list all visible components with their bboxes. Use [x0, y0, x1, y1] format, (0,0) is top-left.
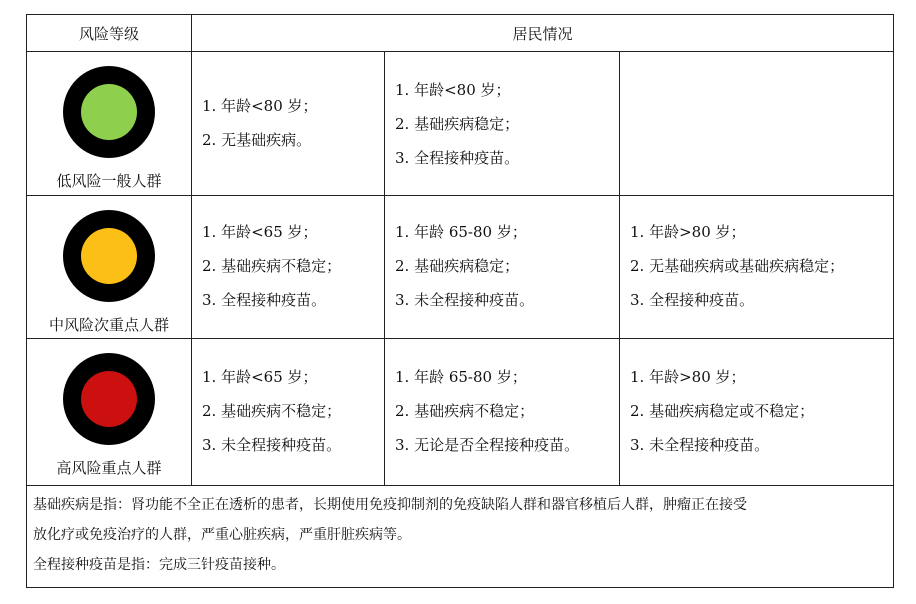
traffic-light-icon — [63, 66, 155, 158]
header-resident-status: 居民情况 — [512, 24, 573, 43]
condition-line: 2. 基础疾病不稳定； — [202, 257, 342, 275]
risk-level-label: 低风险一般人群 — [56, 172, 162, 190]
condition-line: 1. 年龄>80 岁； — [630, 223, 746, 241]
note-line: 全程接种疫苗是指：完成三针疫苗接种。 — [33, 557, 285, 573]
condition-line: 1. 年龄<65 岁； — [202, 223, 318, 241]
condition-line: 1. 年龄<80 岁； — [202, 97, 318, 115]
resident-cell — [192, 51, 384, 195]
risk-level-label: 高风险重点人群 — [56, 459, 162, 477]
condition-line: 1. 年龄<65 岁； — [202, 368, 318, 386]
risk-level-table — [26, 14, 894, 588]
risk-level-high — [27, 339, 191, 485]
condition-line: 2. 基础疾病不稳定； — [395, 402, 535, 420]
resident-cell-empty — [620, 51, 893, 195]
resident-cell — [620, 338, 893, 485]
definitions-note — [27, 486, 893, 587]
resident-cell — [385, 195, 619, 338]
resident-cell — [385, 51, 619, 195]
condition-line: 2. 基础疾病稳定； — [395, 257, 520, 275]
risk-level-low — [27, 52, 191, 195]
red-light-icon — [81, 371, 137, 427]
condition-line: 1. 年龄 65-80 岁； — [395, 223, 527, 241]
condition-line: 3. 未全程接种疫苗。 — [630, 436, 770, 454]
note-line: 基础疾病是指：肾功能不全正在透析的患者，长期使用免疫抑制剂的免疫缺陷人群和器官移植后人群，肿瘤正在接受 — [33, 497, 747, 513]
condition-line: 3. 未全程接种疫苗。 — [202, 436, 342, 454]
condition-line: 1. 年龄 65-80 岁； — [395, 368, 527, 386]
condition-line: 2. 基础疾病不稳定； — [202, 402, 342, 420]
condition-line: 3. 未全程接种疫苗。 — [395, 291, 535, 309]
resident-cell — [192, 195, 384, 338]
condition-line: 1. 年龄<80 岁； — [395, 81, 511, 99]
risk-level-medium — [27, 196, 191, 338]
traffic-light-icon — [63, 210, 155, 302]
condition-line: 2. 基础疾病稳定； — [395, 115, 520, 133]
risk-level-label: 中风险次重点人群 — [48, 316, 169, 334]
resident-cell — [620, 195, 893, 338]
note-line: 放化疗或免疫治疗的人群，严重心脏疾病，严重肝脏疾病等。 — [33, 527, 411, 543]
yellow-light-icon — [81, 228, 137, 284]
condition-line: 3. 全程接种疫苗。 — [202, 291, 327, 309]
condition-line: 3. 全程接种疫苗。 — [395, 149, 520, 167]
traffic-light-icon — [63, 353, 155, 445]
green-light-icon — [81, 84, 137, 140]
resident-cell — [385, 338, 619, 485]
condition-line: 3. 全程接种疫苗。 — [630, 291, 755, 309]
resident-cell — [192, 338, 384, 485]
condition-line: 1. 年龄>80 岁； — [630, 368, 746, 386]
condition-line: 2. 基础疾病稳定或不稳定； — [630, 402, 815, 420]
condition-line: 2. 无基础疾病。 — [202, 131, 312, 149]
condition-line: 3. 无论是否全程接种疫苗。 — [395, 436, 580, 454]
header-risk-level: 风险等级 — [78, 24, 139, 43]
condition-line: 2. 无基础疾病或基础疾病稳定； — [630, 257, 845, 275]
